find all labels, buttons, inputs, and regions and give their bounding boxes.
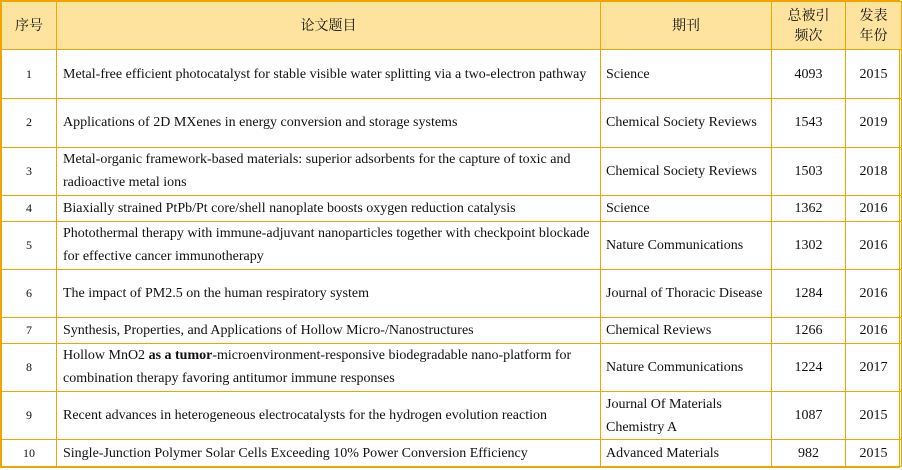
cell-title: Metal-free efficient photocatalyst for stable visible water splitting via a two-electron pathway <box>57 50 601 99</box>
cell-year: 2016 <box>846 195 902 221</box>
papers-table <box>1 1 902 467</box>
header-journal: 期刊 <box>601 2 772 50</box>
cell-title: Photothermal therapy with immune-adjuvant nanoparticles together with checkpoint blockade for effective cancer immunotherapy <box>57 221 601 269</box>
cell-no: 7 <box>2 318 57 344</box>
cell-cites: 4093 <box>772 50 846 99</box>
cell-title: Single-Junction Polymer Solar Cells Exceeding 10% Power Conversion Efficiency <box>57 440 601 467</box>
header-year-line2: 年份 <box>859 27 888 44</box>
cell-no: 1 <box>2 50 57 99</box>
cell-cites: 1087 <box>772 391 846 439</box>
cell-no: 8 <box>2 343 57 391</box>
cell-year: 2018 <box>846 147 902 195</box>
table-row <box>2 440 902 467</box>
cell-title: Biaxially strained PtPb/Pt core/shell nanoplate boosts oxygen reduction catalysis <box>57 195 601 221</box>
table-row <box>2 318 902 344</box>
cell-year: 2017 <box>846 343 902 391</box>
header-year-line1: 发表 <box>859 7 888 24</box>
cell-title <box>57 343 601 391</box>
cell-no: 5 <box>2 221 57 269</box>
cell-no: 2 <box>2 99 57 147</box>
cell-title: Recent advances in heterogeneous electrocatalysts for the hydrogen evolution reaction <box>57 391 601 439</box>
cell-title: Synthesis, Properties, and Applications of Hollow Micro-/Nanostructures <box>57 318 601 344</box>
table-row <box>2 221 902 269</box>
cell-no: 6 <box>2 269 57 317</box>
cell-cites: 1302 <box>772 221 846 269</box>
cell-title-part: Hollow MnO2 <box>63 348 149 364</box>
cell-title: The impact of PM2.5 on the human respiratory system <box>57 269 601 317</box>
cell-journal: Science <box>601 50 772 99</box>
cell-cites: 982 <box>772 440 846 467</box>
cell-title: Applications of 2D MXenes in energy conversion and storage systems <box>57 99 601 147</box>
cell-cites: 1266 <box>772 318 846 344</box>
cell-year: 2015 <box>846 50 902 99</box>
cell-cites: 1284 <box>772 269 846 317</box>
table-row <box>2 269 902 317</box>
cell-year: 2019 <box>846 99 902 147</box>
table-row <box>2 391 902 439</box>
cell-journal: Chemical Society Reviews <box>601 99 772 147</box>
table-row <box>2 343 902 391</box>
cell-title-part: -microenvironment-responsive biodegradable nano-platform for combination therapy favoring antitumor immune responses <box>63 348 572 387</box>
cell-journal: Journal Of Materials Chemistry A <box>601 391 772 439</box>
table-row <box>2 50 902 99</box>
header-cites-line1: 总被引 <box>787 7 830 24</box>
header-year <box>846 2 902 50</box>
cell-journal: Chemical Reviews <box>601 318 772 344</box>
cell-year: 2015 <box>846 391 902 439</box>
header-title: 论文题目 <box>57 2 601 50</box>
cell-journal: Nature Communications <box>601 343 772 391</box>
cell-cites: 1362 <box>772 195 846 221</box>
cell-no: 9 <box>2 391 57 439</box>
cell-cites: 1503 <box>772 147 846 195</box>
cell-year: 2015 <box>846 440 902 467</box>
cell-journal: Nature Communications <box>601 221 772 269</box>
cell-year: 2016 <box>846 269 902 317</box>
table-header-row <box>2 2 902 50</box>
cell-journal: Journal of Thoracic Disease <box>601 269 772 317</box>
cell-year: 2016 <box>846 318 902 344</box>
cell-no: 3 <box>2 147 57 195</box>
cell-journal: Science <box>601 195 772 221</box>
table-row <box>2 195 902 221</box>
cell-title-bold-part: as a tumor <box>148 348 213 364</box>
cell-no: 4 <box>2 195 57 221</box>
table-row <box>2 147 902 195</box>
cell-year: 2016 <box>846 221 902 269</box>
header-cites <box>772 2 846 50</box>
cell-no: 10 <box>2 440 57 467</box>
cell-journal: Advanced Materials <box>601 440 772 467</box>
table-row <box>2 99 902 147</box>
header-cites-line2: 频次 <box>794 27 823 44</box>
cell-cites: 1224 <box>772 343 846 391</box>
cell-title: Metal-organic framework-based materials: superior adsorbents for the capture of toxic and radioactive metal ions <box>57 147 601 195</box>
header-no: 序号 <box>2 2 57 50</box>
cell-journal: Chemical Society Reviews <box>601 147 772 195</box>
cell-cites: 1543 <box>772 99 846 147</box>
